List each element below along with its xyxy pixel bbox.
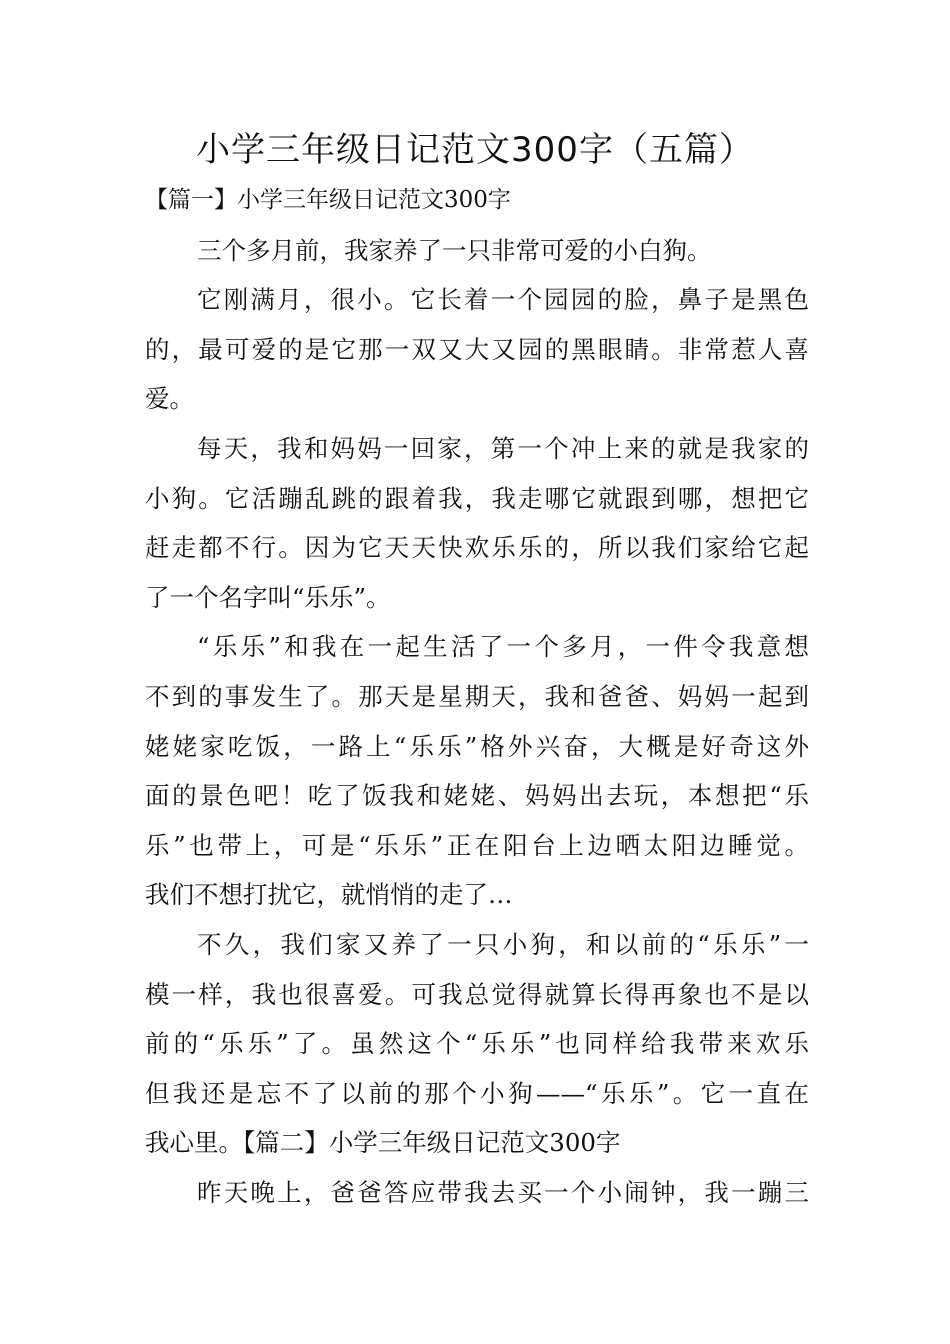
text-line: 但我还是忘不了以前的那个小狗——“乐乐”。它一直在 xyxy=(145,1078,809,1108)
text-line: 乐”也带上，可是“乐乐”正在阳台上边晒太阳边睡觉。 xyxy=(145,830,809,860)
text-line: 爱。 xyxy=(145,384,194,414)
text-line: 面的景色吧！吃了饭我和姥姥、妈妈出去玩，本想把“乐 xyxy=(145,781,809,811)
text-line: 三个多月前，我家养了一只非常可爱的小白狗。 xyxy=(197,235,712,265)
text-line: 不久，我们家又养了一只小狗，和以前的“乐乐”一 xyxy=(197,929,809,959)
text-line: 赶走都不行。因为它天天快欢乐乐的，所以我们家给它起 xyxy=(145,533,809,563)
document-body xyxy=(145,176,809,1217)
text-line: 昨天晚上，爸爸答应带我去买一个小闹钟，我一蹦三 xyxy=(197,1177,809,1207)
text-line: 每天，我和妈妈一回家，第一个冲上来的就是我家的 xyxy=(197,433,809,463)
text-line: 我心里。【篇二】小学三年级日记范文300字 xyxy=(145,1128,621,1158)
section-heading: 【篇一】小学三年级日记范文300字 xyxy=(145,187,511,213)
text-line: “乐乐”和我在一起生活了一个多月，一件令我意想 xyxy=(197,632,809,662)
text-line: 的，最可爱的是它那一双又大又园的黑眼睛。非常惹人喜 xyxy=(145,334,809,364)
text-line: 小狗。它活蹦乱跳的跟着我，我走哪它就跟到哪，想把它 xyxy=(145,483,809,513)
text-line: 姥姥家吃饭，一路上“乐乐”格外兴奋，大概是好奇这外 xyxy=(145,731,809,761)
text-line: 不到的事发生了。那天是星期天，我和爸爸、妈妈一起到 xyxy=(145,681,809,711)
document-title: 小学三年级日记范文300字（五篇） xyxy=(196,130,754,170)
text-line: 我们不想打扰它，就悄悄的走了… xyxy=(145,880,513,910)
text-line: 前的“乐乐”了。虽然这个“乐乐”也同样给我带来欢乐 xyxy=(145,1029,809,1059)
text-line: 模一样，我也很喜爱。可我总觉得就算长得再象也不是以 xyxy=(145,979,809,1009)
text-line: 它刚满月，很小。它长着一个园园的脸，鼻子是黑色 xyxy=(197,285,809,315)
text-line: 了一个名字叫“乐乐”。 xyxy=(145,582,391,612)
